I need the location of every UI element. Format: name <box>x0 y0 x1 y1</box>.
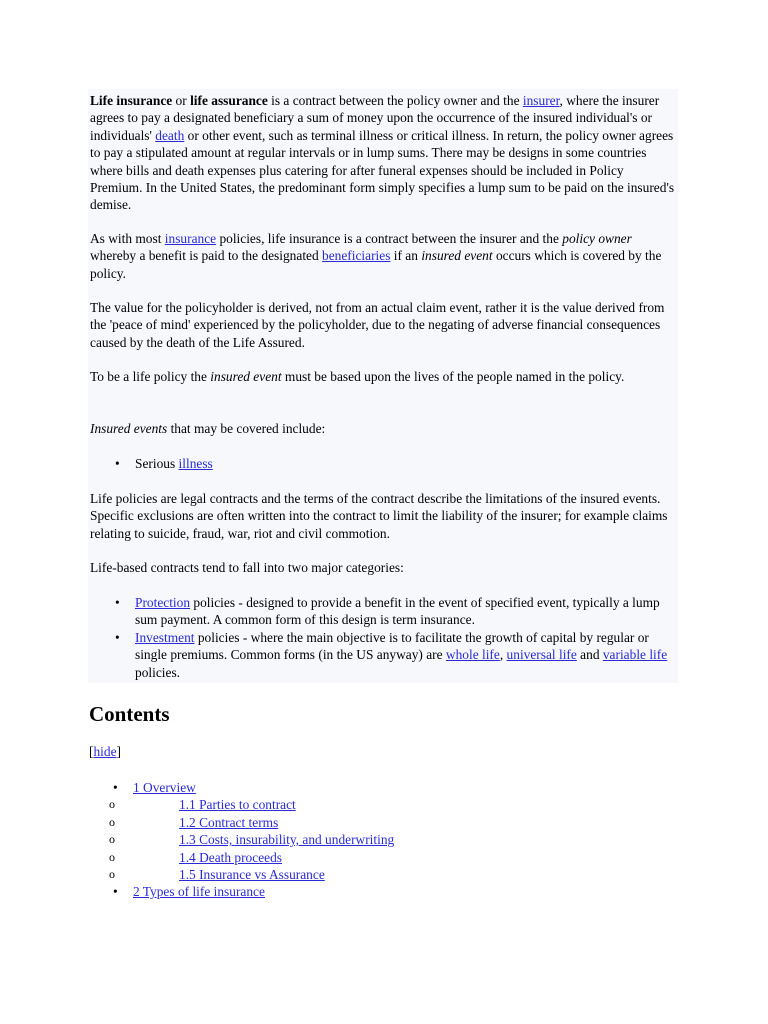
em-insured-events: Insured events <box>90 421 168 436</box>
text: if an <box>390 248 422 264</box>
toc-item-terms <box>109 814 633 831</box>
intro-paragraph-2 <box>90 230 678 282</box>
intro-paragraph-1 <box>90 92 678 214</box>
text: Serious <box>135 456 179 471</box>
text: or <box>172 93 191 108</box>
toc-link[interactable]: 1.1 Parties to contract <box>179 797 296 813</box>
categories-list <box>115 594 680 681</box>
contents-heading: Contents <box>89 702 170 726</box>
toc-link[interactable]: 1.5 Insurance vs Assurance <box>179 867 325 883</box>
intro-paragraph-5 <box>90 420 678 437</box>
em-insured-event: insured event <box>421 248 493 264</box>
text: is a contract between the policy owner and the <box>267 93 523 108</box>
toc-item-types <box>113 883 633 900</box>
bullet-icon: • <box>115 595 120 610</box>
text: and <box>576 647 603 663</box>
intro-paragraph-3: The value for the policyholder is derived, not from an actual claim event, rather it is the value derived from the 'peace of mind' experienced by the policyholder, due to the negating of adverse financial consequences caused by the death of the Life Assured. <box>90 300 665 350</box>
text: that may be covered include: <box>167 421 326 436</box>
sub-bullet-icon: o <box>109 797 115 812</box>
table-of-contents <box>109 779 633 901</box>
link-beneficiaries[interactable]: beneficiaries <box>322 248 391 264</box>
text: policies. <box>135 664 180 680</box>
text: occurs which is covered by the policy. <box>90 248 662 281</box>
text: As with most <box>90 231 165 246</box>
term-life-assurance: life assurance <box>190 93 268 108</box>
link-insurer[interactable]: insurer <box>522 93 560 108</box>
bracket: ] <box>116 744 121 759</box>
text: policies - where the main objective is to facilitate the growth of capital by regular or single premiums. Common forms (in the US anyway) are <box>135 629 649 663</box>
intro-paragraph-4 <box>90 368 678 385</box>
toc-link[interactable]: 2 Types of life insurance <box>133 884 265 900</box>
em-policy-owner: policy owner <box>562 231 632 246</box>
toc-item-costs <box>109 831 633 848</box>
article-intro-block <box>88 89 678 683</box>
link-universal-life[interactable]: universal life <box>506 647 577 663</box>
link-illness[interactable]: illness <box>178 456 213 471</box>
toc-item-vs <box>109 866 633 883</box>
list-item <box>115 455 675 472</box>
text: must be based upon the lives of the people named in the policy. <box>281 369 625 384</box>
toc-item-proceeds <box>109 849 633 866</box>
list-item <box>115 594 680 629</box>
bullet-icon: • <box>113 884 118 900</box>
link-death[interactable]: death <box>155 127 185 143</box>
toc-link[interactable]: 1.2 Contract terms <box>179 814 279 830</box>
toc-toggle <box>89 743 121 760</box>
link-variable-life[interactable]: variable life <box>602 647 668 663</box>
toc-item-parties <box>109 796 633 813</box>
sub-bullet-icon: o <box>109 867 115 882</box>
link-protection[interactable]: Protection <box>135 595 191 610</box>
text: To be a life policy the <box>90 369 211 384</box>
hide-toc-link[interactable]: hide <box>93 744 117 759</box>
link-whole-life[interactable]: whole life <box>445 647 500 663</box>
text: policies - designed to provide a benefit in the event of specified event, typically a lump sum payment. A common form of this design is term insurance. <box>135 595 660 628</box>
em-insured-event: insured event <box>210 369 282 384</box>
intro-paragraph-6: Life policies are legal contracts and the terms of the contract describe the limitations of the insured events. Specific exclusions are often written into the contract to limit the liability of the insurer; for example claims relating to suicide, fraud, war, riot and civil commotion. <box>90 491 668 541</box>
link-insurance[interactable]: insurance <box>164 231 217 246</box>
toc-link[interactable]: 1.4 Death proceeds <box>179 849 282 865</box>
list-item <box>115 629 680 681</box>
toc-item-overview <box>113 779 633 796</box>
toc-link[interactable]: 1.3 Costs, insurability, and underwriting <box>179 832 395 848</box>
text: , where the insurer agrees to pay a designated beneficiary a sum of money upon the occurrence of the insured individual's or individuals' <box>90 93 660 143</box>
bracket: [ <box>89 744 94 759</box>
sub-bullet-icon: o <box>109 814 115 829</box>
text: whereby a benefit is paid to the designated <box>90 248 323 264</box>
toc-link[interactable]: 1 Overview <box>133 780 196 795</box>
intro-paragraph-7: Life-based contracts tend to fall into two major categories: <box>90 560 404 575</box>
sub-bullet-icon: o <box>109 849 115 864</box>
link-investment[interactable]: Investment <box>135 629 195 645</box>
text: or other event, such as terminal illness or critical illness. In return, the policy owner agrees to pay a stipulated amount at regular intervals or in lump sums. There may be designs in some countries where bills and death expenses plus catering for after funeral expenses should be included in Policy Premium. In the United States, the predominant form simply specifies a lump sum to be paid on the insured's demise. <box>90 127 675 213</box>
bullet-icon: • <box>115 456 120 471</box>
term-life-insurance: Life insurance <box>90 93 173 108</box>
covered-events-list <box>115 455 675 472</box>
bullet-icon: • <box>115 629 120 645</box>
text: policies, life insurance is a contract between the insurer and the <box>216 231 563 246</box>
bullet-icon: • <box>113 780 118 795</box>
text: , <box>499 647 507 663</box>
sub-bullet-icon: o <box>109 832 115 847</box>
